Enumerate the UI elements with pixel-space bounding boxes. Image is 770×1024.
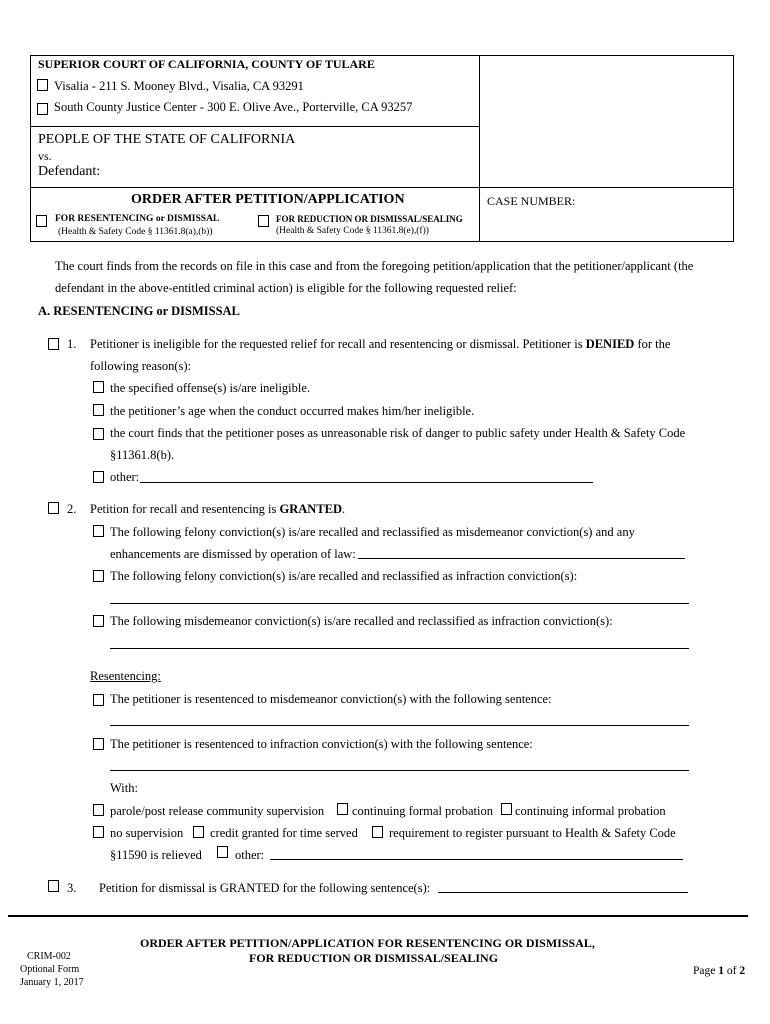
reason-age-checkbox[interactable] [93,404,104,416]
item-2-granted: GRANTED [279,502,343,516]
item-1-checkbox[interactable] [48,338,59,350]
misdemeanor-to-infraction-checkbox[interactable] [93,615,104,627]
reduction-sealing-checkbox[interactable] [258,215,269,227]
form-date: January 1, 2017 [20,977,84,988]
register-relieved-checkbox[interactable] [372,826,383,838]
caption-divider [479,55,480,242]
resentence-infraction-label: The petitioner is resentenced to infraction conviction(s) with the following sentence: [110,737,533,751]
footer-rule [8,915,748,917]
caption-rule-1 [30,126,479,127]
footer-title-2: FOR REDUCTION OR DISMISSAL/SEALING [249,951,499,965]
reason-ineligible-offense-checkbox[interactable] [93,381,104,393]
intro-line-2: defendant in the above-entitled criminal action) is eligible for the following requested relief: [55,281,517,295]
felony-to-infraction-checkbox[interactable] [93,570,104,582]
misdemeanor-to-infraction-field[interactable] [110,648,689,649]
order-title: ORDER AFTER PETITION/APPLICATION [131,192,405,207]
felony-to-misdemeanor-label-2: enhancements are dismissed by operation of law: [110,547,356,561]
form-id: CRIM-002 [27,951,71,962]
item-2-text-a: Petition for recall and resentencing is [90,502,280,516]
misdemeanor-to-infraction-label: The following misdemeanor conviction(s) is/are recalled and reclassified as infraction conviction(s): [110,614,613,628]
reason-other-field[interactable] [140,482,593,483]
formal-probation-label: continuing formal probation [352,804,493,818]
informal-probation-label: continuing informal probation [515,804,666,818]
reason-age-label: the petitioner’s age when the conduct occurred makes him/her ineligible. [110,404,475,418]
reason-other-checkbox[interactable] [93,471,104,483]
resentence-infraction-checkbox[interactable] [93,738,104,750]
parole-checkbox[interactable] [93,804,104,816]
no-supervision-label: no supervision [110,826,184,840]
court-name: SUPERIOR COURT OF CALIFORNIA, COUNTY OF TULARE [38,57,375,71]
item-1-number: 1. [67,337,77,351]
item-3-number: 3. [67,881,77,895]
resentencing-dismissal-checkbox[interactable] [36,215,47,227]
resentence-misdemeanor-label: The petitioner is resentenced to misdemeanor conviction(s) with the following sentence: [110,692,552,706]
item-3-field[interactable] [438,892,688,893]
item-2-text-b: . [342,502,346,516]
resentence-misdemeanor-field[interactable] [110,725,689,726]
location-porterville-checkbox[interactable] [37,103,48,115]
item-2-number: 2. [67,502,77,516]
location-visalia-checkbox[interactable] [37,79,48,91]
with-other-checkbox[interactable] [217,846,228,858]
parole-label: parole/post release community supervision [110,804,325,818]
felony-to-misdemeanor-field[interactable] [358,558,685,559]
item-1-line-2: following reason(s): [90,359,192,373]
no-supervision-checkbox[interactable] [93,826,104,838]
option-resentencing-code: (Health & Safety Code § 11361.8(a),(b)) [58,227,213,237]
vs-label: vs. [38,149,52,163]
reason-other-label: other: [110,470,140,484]
felony-to-infraction-field[interactable] [110,603,689,604]
with-label: With: [110,781,138,795]
reason-ineligible-offense-label: the specified offense(s) is/are ineligible. [110,381,311,395]
footer-title-1: ORDER AFTER PETITION/APPLICATION FOR RESENTENCING OR DISMISSAL, [140,936,595,950]
item-1-text [90,337,670,351]
page-current: 1 [718,965,724,977]
informal-probation-checkbox[interactable] [501,803,512,815]
intro-line-1: The court finds from the records on file in this case and from the foregoing petition/application that the petitioner/applicant (the [55,259,694,273]
reason-danger-label: the court finds that the petitioner poses as unreasonable risk of danger to public safety under Health & Safety Code [110,426,686,440]
location-porterville-label: South County Justice Center - 300 E. Olive Ave., Porterville, CA 93257 [54,100,413,114]
felony-to-misdemeanor-label: The following felony conviction(s) is/are recalled and reclassified as misdemeanor conviction(s) and any [110,525,635,539]
location-visalia-label: Visalia - 211 S. Mooney Blvd., Visalia, CA 93291 [54,79,304,93]
case-number-label: CASE NUMBER: [487,194,576,208]
item-1-denied: DENIED [585,337,635,351]
register-relieved-label-2: §11590 is relieved [110,848,202,862]
item-1-text-a: Petitioner is ineligible for the requested relief for recall and resentencing or dismissal. Petitioner is [90,337,586,351]
option-resentencing-title: FOR RESENTENCING or DISMISSAL [55,214,220,224]
item-3-checkbox[interactable] [48,880,59,892]
page-total: 2 [739,965,746,977]
item-3-label: Petition for dismissal is GRANTED for the following sentence(s): [99,881,431,895]
with-other-label: other: [235,848,265,862]
resentence-misdemeanor-checkbox[interactable] [93,694,104,706]
item-2-text [90,502,345,516]
credit-time-served-checkbox[interactable] [193,826,204,838]
credit-time-served-label: credit granted for time served [210,826,358,840]
reason-danger-checkbox[interactable] [93,428,104,440]
option-reduction-code: (Health & Safety Code § 11361.8(e),(f)) [276,226,429,236]
page-of: of [723,965,740,977]
caption-rule-2 [30,187,734,188]
defendant-label: Defendant: [38,164,101,179]
page-number [693,964,745,978]
resentence-infraction-field[interactable] [110,770,689,771]
formal-probation-checkbox[interactable] [337,803,348,815]
people-label: PEOPLE OF THE STATE OF CALIFORNIA [38,132,296,147]
page-label: Page [693,965,719,977]
item-2-checkbox[interactable] [48,502,59,514]
item-1-text-b: for the [634,337,671,351]
resentencing-label: Resentencing: [90,669,161,683]
felony-to-misdemeanor-checkbox[interactable] [93,525,104,537]
register-relieved-label: requirement to register pursuant to Health & Safety Code [389,826,676,840]
reason-danger-code: §11361.8(b). [110,448,175,462]
section-a-heading: A. RESENTENCING or DISMISSAL [38,304,240,318]
felony-to-infraction-label: The following felony conviction(s) is/are recalled and reclassified as infraction conviction(s): [110,569,578,583]
form-type: Optional Form [20,964,80,975]
with-other-field[interactable] [270,859,683,860]
option-reduction-title: FOR REDUCTION OR DISMISSAL/SEALING [276,214,463,224]
